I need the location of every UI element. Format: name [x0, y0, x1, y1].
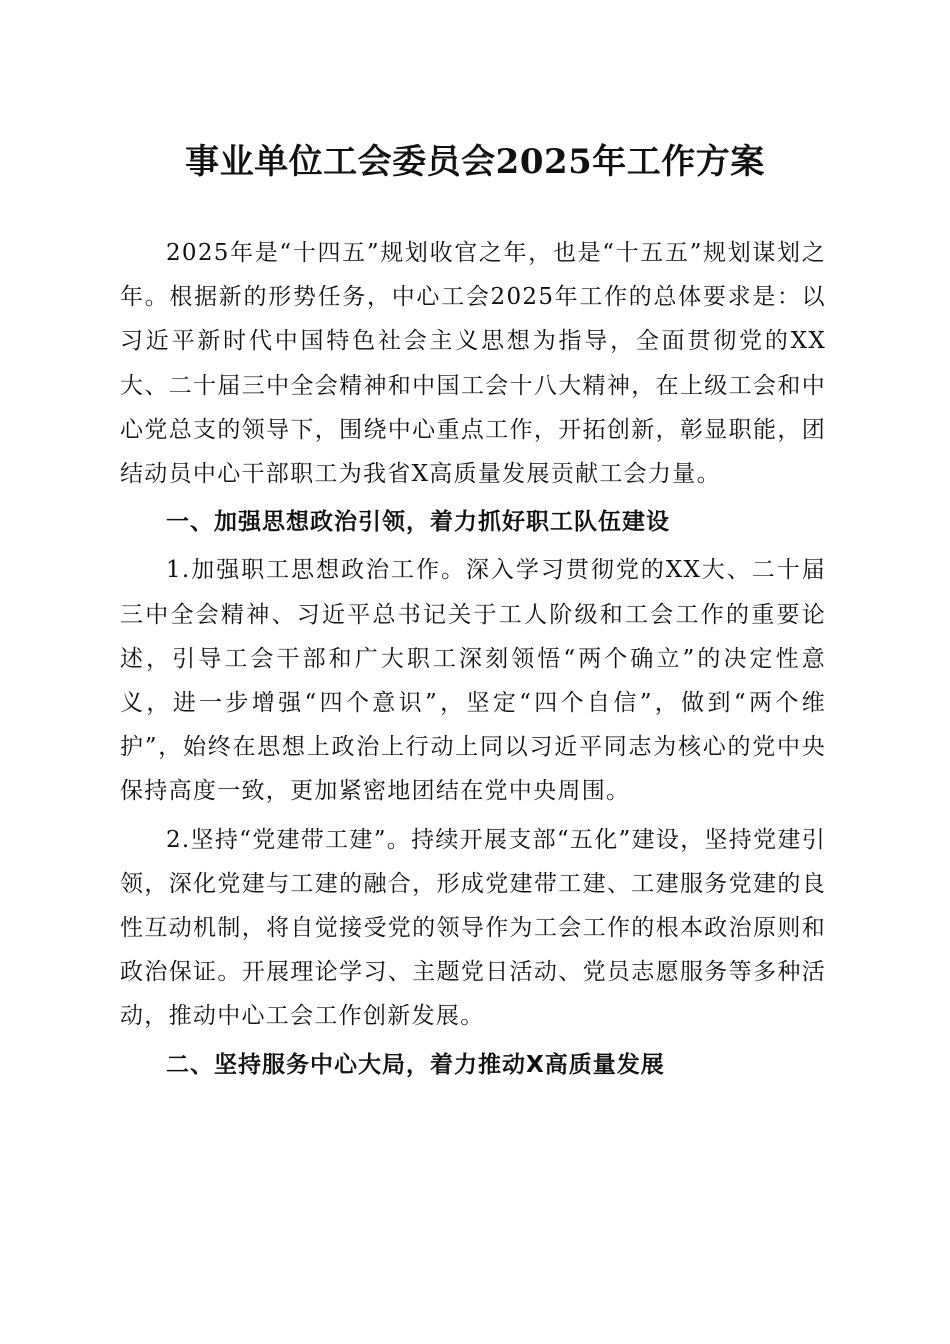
document-title: 事业单位工会委员会2025年工作方案 — [185, 142, 765, 182]
section-heading-1: 一、加强思想政治引领，着力抓好职工队伍建设 — [166, 509, 670, 536]
section1-item-1: 1.加强职工思想政治工作。深入学习贯彻党的XX大、二十届三中全会精神、习近平总书记关于工人阶级和工会工作的重要论述，引导工会干部和广大职工深刻领悟“两个确立”的决定性意义，进一步增强“四个意识”，坚定“四个自信”，做到“两个维护”，始终在思想上政治上行动上同以习近平同志为核心的党中央保持高度一致，更加紧密地团结在党中央周围。 — [120, 557, 826, 805]
document-body — [120, 231, 826, 1091]
section-heading-2: 二、坚持服务中心大局，着力推动X高质量发展 — [166, 1051, 665, 1078]
section1-item-2: 2.坚持“党建带工建”。持续开展支部“五化”建设，坚持党建引领，深化党建与工建的融合，形成党建带工建、工建服务党建的良性互动机制，将自觉接受党的领导作为工会工作的根本政治原则和政治保证。开展理论学习、主题党日活动、党员志愿服务等多种活动，推动中心工会工作创新发展。 — [120, 826, 826, 1030]
intro-paragraph: 2025年是“十四五”规划收官之年，也是“十五五”规划谋划之年。根据新的形势任务，中心工会2025年工作的总体要求是：以习近平新时代中国特色社会主义思想为指导，全面贯彻党的XX大、二十届三中全会精神和中国工会十八大精神，在上级工会和中心党总支的领导下，围绕中心重点工作，开拓创新，彰显职能，团结动员中心干部职工为我省X高质量发展贡献工会力量。 — [120, 240, 826, 488]
